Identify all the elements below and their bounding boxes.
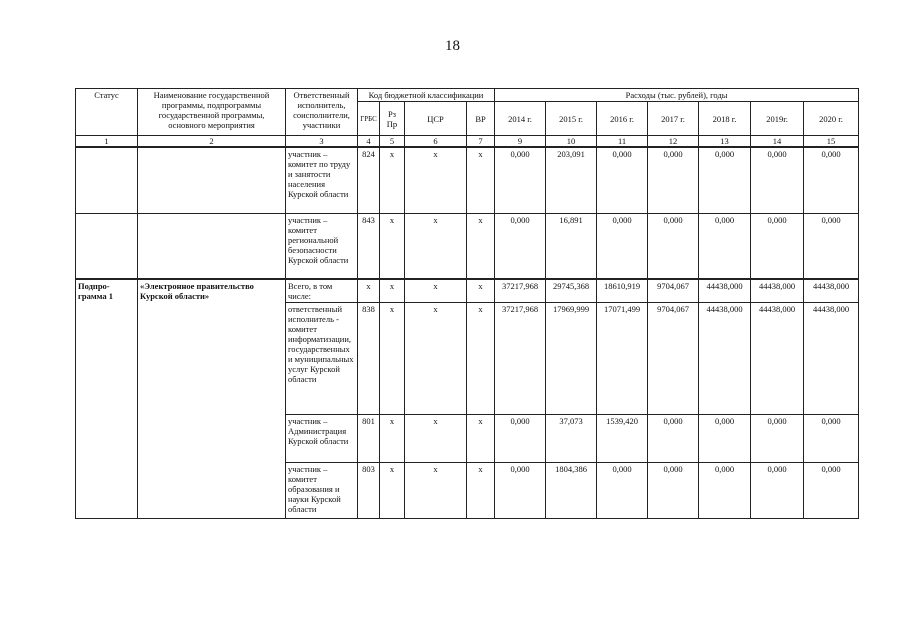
col-number: 6 <box>405 136 467 148</box>
value-cell: 0,000 <box>751 415 804 463</box>
csr-cell: х <box>405 279 467 303</box>
value-cell: 9704,067 <box>648 303 699 415</box>
col-number: 9 <box>495 136 546 148</box>
value-cell: 0,000 <box>804 463 859 519</box>
executor-cell: Всего, в том числе: <box>286 279 358 303</box>
header-budget-code: Код бюджетной классификации <box>358 89 495 102</box>
value-cell: 0,000 <box>751 213 804 279</box>
executor-cell: участник – комитет региональной безопасности Курской области <box>286 213 358 279</box>
csr-cell: х <box>405 213 467 279</box>
col-number: 14 <box>751 136 804 148</box>
value-cell: 29745,368 <box>546 279 597 303</box>
value-cell: 1539,420 <box>597 415 648 463</box>
csr-cell: х <box>405 147 467 213</box>
status-cell <box>76 147 138 213</box>
value-cell: 0,000 <box>751 147 804 213</box>
value-cell: 44438,000 <box>699 303 751 415</box>
value-cell: 0,000 <box>699 147 751 213</box>
value-cell: 0,000 <box>597 213 648 279</box>
column-numbers-row <box>76 136 859 148</box>
col-number: 12 <box>648 136 699 148</box>
value-cell: 1804,386 <box>546 463 597 519</box>
value-cell: 0,000 <box>495 415 546 463</box>
value-cell: 0,000 <box>804 213 859 279</box>
header-year: 2019г. <box>751 102 804 136</box>
header-name: Наименование государственной программы, подпрограммы государственной программы, основного мероприятия <box>138 89 286 136</box>
executor-cell: участник – комитет по труду и занятости населения Курской области <box>286 147 358 213</box>
grbs-cell: х <box>358 279 380 303</box>
header-executor: Ответственный исполнитель, соисполнители, участники <box>286 89 358 136</box>
col-number: 2 <box>138 136 286 148</box>
name-cell: «Электронное правительство Курской области» <box>138 279 286 519</box>
col-number: 13 <box>699 136 751 148</box>
value-cell: 16,891 <box>546 213 597 279</box>
status-cell: Подпро-грамма 1 <box>76 279 138 519</box>
value-cell: 17969,999 <box>546 303 597 415</box>
header-grbs: ГРБС <box>358 102 380 136</box>
col-number: 3 <box>286 136 358 148</box>
rzpr-cell: х <box>380 279 405 303</box>
value-cell: 0,000 <box>804 415 859 463</box>
header-expenses: Расходы (тыс. рублей), годы <box>495 89 859 102</box>
header-status: Статус <box>76 89 138 136</box>
value-cell: 44438,000 <box>804 303 859 415</box>
rzpr-cell: х <box>380 213 405 279</box>
grbs-cell: 801 <box>358 415 380 463</box>
value-cell: 0,000 <box>699 415 751 463</box>
page-number: 18 <box>445 38 460 54</box>
value-cell: 203,091 <box>546 147 597 213</box>
col-number: 4 <box>358 136 380 148</box>
status-cell <box>76 213 138 279</box>
csr-cell: х <box>405 303 467 415</box>
header-vr: ВР <box>467 102 495 136</box>
grbs-cell: 824 <box>358 147 380 213</box>
grbs-cell: 843 <box>358 213 380 279</box>
value-cell: 44438,000 <box>699 279 751 303</box>
grbs-cell: 838 <box>358 303 380 415</box>
executor-cell: ответственный исполнитель - комитет информатизации, государственных и муниципальных услуг Курской области <box>286 303 358 415</box>
name-cell <box>138 213 286 279</box>
rzpr-cell: х <box>380 415 405 463</box>
value-cell: 0,000 <box>597 463 648 519</box>
value-cell: 44438,000 <box>751 303 804 415</box>
value-cell: 17071,499 <box>597 303 648 415</box>
col-number: 11 <box>597 136 648 148</box>
grbs-cell: 803 <box>358 463 380 519</box>
col-number: 5 <box>380 136 405 148</box>
rzpr-cell: х <box>380 147 405 213</box>
col-number: 1 <box>76 136 138 148</box>
header-year: 2018 г. <box>699 102 751 136</box>
value-cell: 0,000 <box>495 213 546 279</box>
value-cell: 37217,968 <box>495 279 546 303</box>
header-year: 2015 г. <box>546 102 597 136</box>
value-cell: 0,000 <box>648 415 699 463</box>
rzpr-cell: х <box>380 303 405 415</box>
value-cell: 0,000 <box>648 147 699 213</box>
vr-cell: х <box>467 415 495 463</box>
header-year: 2014 г. <box>495 102 546 136</box>
header-year: 2017 г. <box>648 102 699 136</box>
value-cell: 0,000 <box>495 147 546 213</box>
csr-cell: х <box>405 463 467 519</box>
rzpr-cell: х <box>380 463 405 519</box>
vr-cell: х <box>467 463 495 519</box>
col-number: 10 <box>546 136 597 148</box>
vr-cell: х <box>467 213 495 279</box>
value-cell: 0,000 <box>597 147 648 213</box>
value-cell: 0,000 <box>699 463 751 519</box>
value-cell: 0,000 <box>495 463 546 519</box>
budget-table <box>75 88 859 519</box>
vr-cell: х <box>467 147 495 213</box>
value-cell: 9704,067 <box>648 279 699 303</box>
value-cell: 0,000 <box>751 463 804 519</box>
csr-cell: х <box>405 415 467 463</box>
header-rzpr: Рз Пр <box>380 102 405 136</box>
header-csr: ЦСР <box>405 102 467 136</box>
vr-cell: х <box>467 303 495 415</box>
value-cell: 0,000 <box>699 213 751 279</box>
vr-cell: х <box>467 279 495 303</box>
value-cell: 44438,000 <box>751 279 804 303</box>
value-cell: 0,000 <box>648 213 699 279</box>
value-cell: 37,073 <box>546 415 597 463</box>
header-year: 2016 г. <box>597 102 648 136</box>
header-year: 2020 г. <box>804 102 859 136</box>
value-cell: 44438,000 <box>804 279 859 303</box>
col-number: 7 <box>467 136 495 148</box>
table-row <box>76 279 859 303</box>
value-cell: 0,000 <box>648 463 699 519</box>
table-row <box>76 213 859 279</box>
executor-cell: участник – Администрация Курской области <box>286 415 358 463</box>
name-cell <box>138 147 286 213</box>
value-cell: 0,000 <box>804 147 859 213</box>
value-cell: 37217,968 <box>495 303 546 415</box>
value-cell: 18610,919 <box>597 279 648 303</box>
executor-cell: участник – комитет образования и науки Курской области <box>286 463 358 519</box>
table-row <box>76 147 859 213</box>
col-number: 15 <box>804 136 859 148</box>
